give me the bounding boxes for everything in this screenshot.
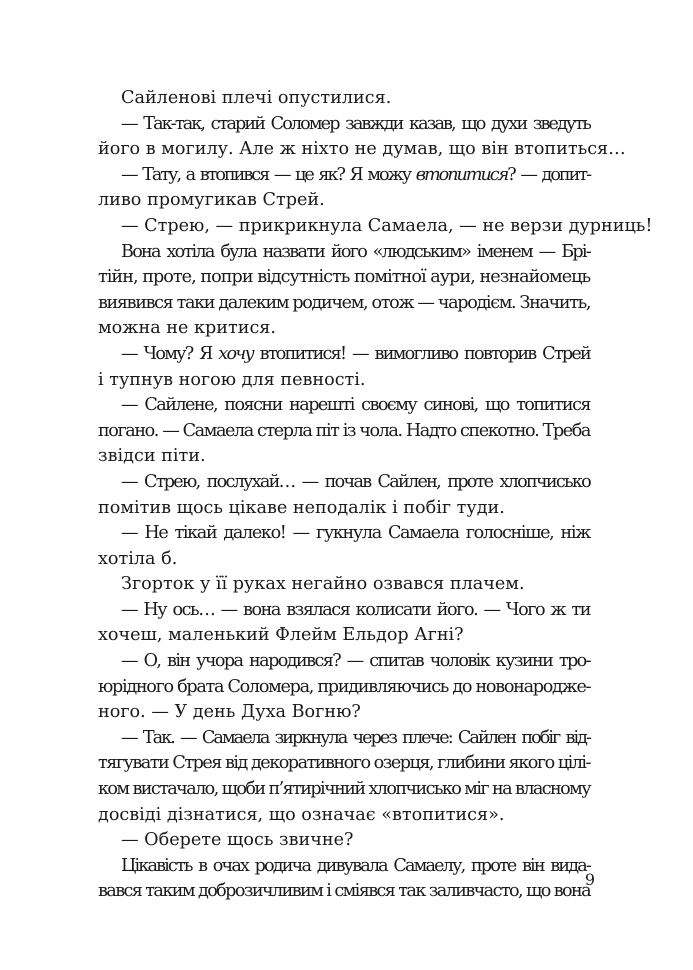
text-line: юрідного брата Соломера, придивляючись до новонародже-	[98, 676, 591, 697]
text-line: — Стрею, — прикрикнула Самаела, — не верзи дурниць!	[121, 215, 653, 236]
text-line: погано. — Самаела стерла піт із чола. Надто спекотно. Треба	[98, 420, 590, 441]
text-line: тійн, проте, попри відсутність помітної аури, незнайомець	[98, 267, 591, 288]
emphasis: хочу	[218, 343, 253, 364]
text-line: і тупнув ногою для певності.	[98, 369, 366, 390]
text-line: Вона хотіла була назвати його «людським» іменем — Брі-	[121, 241, 590, 262]
text-line: — Ну ось… — вона взялася колисати його. — Чого ж ти	[121, 599, 590, 620]
text-line: досвіді дізнатися, що означає «втопитися».	[98, 804, 505, 825]
text-line: хотіла б.	[98, 548, 178, 569]
text-line: — Так. — Самаела зиркнула через плече: Сайлен побіг від-	[121, 727, 590, 748]
text-line: хочеш, маленький Флейм Ельдор Агні?	[98, 625, 464, 646]
page-number: 9	[584, 870, 595, 889]
text-line: — Оберете щось звичне?	[121, 830, 354, 851]
text-line: Сайленові плечі опустилися.	[121, 88, 392, 108]
text-line: ком вистачало, щоби п’ятирічний хлопчисько міг на власному	[98, 779, 590, 800]
text-line: — Не тікай далеко! — гукнула Самаела голосніше, ніж	[121, 523, 590, 544]
text-line: — Стрею, послухай… — почав Сайлен, проте хлопчисько	[121, 471, 590, 492]
text-line: його в могилу. Але ж ніхто не думав, що він втопиться…	[98, 139, 626, 160]
text-line: Згорток у її руках негайно озвався плачем.	[121, 574, 525, 595]
text-line: вався таким доброзичливим і сміявся так заливчасто, що вона	[98, 881, 591, 902]
text-line: — Так-так, старий Соломер завжди казав, що духи зведуть	[121, 113, 590, 134]
text-line: — Тату, а втопився — це як? Я можу втопитися? — допит-	[121, 164, 590, 185]
text-line: звідси піти.	[98, 446, 206, 467]
emphasis: втопитися	[415, 164, 508, 185]
text-line: Цікавість в очах родича дивувала Самаелу, проте він вида-	[121, 855, 590, 876]
text-line: — Сайлене, поясни нарешті своєму синові, що топитися	[121, 395, 590, 416]
text-line: — Чому? Я хочу втопитися! — вимогливо повторив Стрей	[121, 343, 590, 364]
text-line: можна не критися.	[98, 318, 276, 339]
text-line: — О, він учора народився? — спитав чоловік кузини тро-	[121, 651, 590, 672]
text-line: ливо промугикав Стрей.	[98, 190, 325, 211]
text-line: ного. — У день Духа Вогню?	[98, 702, 361, 723]
text-line: виявився таки далеким родичем, отож — чародієм. Значить,	[98, 292, 591, 313]
text-line: тягувати Стрея від декоративного озерця, глибини якого цілі-	[98, 753, 590, 774]
text-line: помітив щось цікаве неподалік і побіг туди.	[98, 497, 505, 518]
page-body	[98, 86, 653, 905]
